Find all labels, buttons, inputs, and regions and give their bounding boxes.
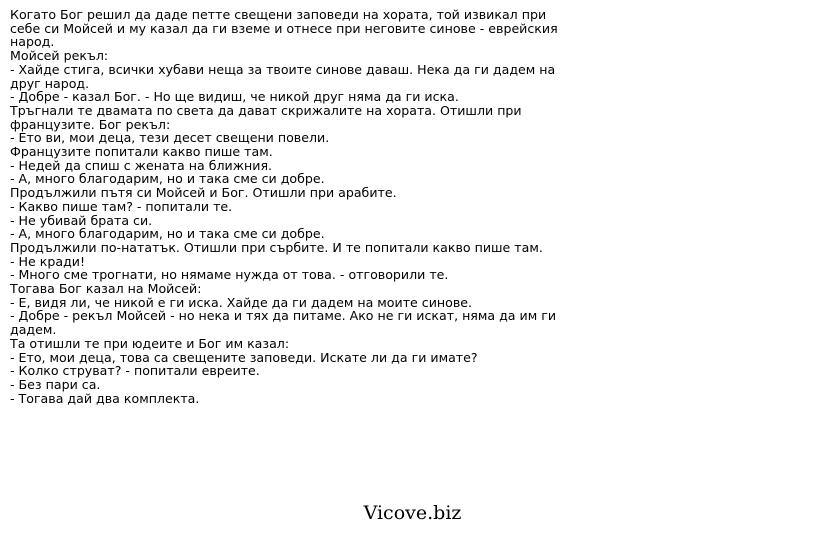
- joke-line: Тогава Бог казал на Мойсей:: [10, 281, 202, 297]
- joke-line: Французите попитали какво пише там.: [10, 144, 273, 160]
- joke-line: - Добре - рекъл Мойсей - но нека и тях да питаме. Ако не ги искат, няма да им ги дадем.: [10, 308, 557, 338]
- joke-line: Тръгнали те двамата по света да дават скрижалите на хората. Отишли при французите. Бог рекъл:: [10, 102, 522, 132]
- joke-line: - Какво пише там? - попитали те.: [10, 198, 233, 214]
- joke-line: - Не убивай брата си.: [10, 212, 153, 228]
- joke-line: Когато Бог решил да даде петте свещени заповеди на хората, той извикал при себе си Мойсей и му казал да ги вземе и отнесе при неговите синове - еврейския народ.: [10, 7, 558, 50]
- joke-line: - Добре - казал Бог. - Но ще видиш, че никой друг няма да ги иска.: [10, 89, 459, 105]
- joke-line: Мойсей рекъл:: [10, 48, 109, 64]
- joke-line: - Тогава дай два комплекта.: [10, 390, 200, 406]
- joke-line: Продължили по-нататък. Отишли при сърбите. И те попитали какво пише там.: [10, 239, 543, 255]
- joke-line: - Хайде стига, всички хубави неща за твоите синове даваш. Нека да ги дадем на друг народ.: [10, 61, 556, 91]
- joke-line: - Много сме трогнати, но нямаме нужда от това. - отговорили те.: [10, 267, 449, 283]
- joke-line: - Ето, мои деца, това са свещените заповеди. Искате ли да ги имате?: [10, 349, 478, 365]
- joke-line: - Е, видя ли, че никой е ги иска. Хайде да ги дадем на моите синове.: [10, 294, 473, 310]
- joke-line: - Недей да спиш с жената на ближния.: [10, 157, 273, 173]
- joke-line: Та отишли те при юдеите и Бог им казал:: [10, 335, 290, 351]
- site-watermark: Vicove.biz: [363, 502, 462, 524]
- joke-line: Продължили пътя си Мойсей и Бог. Отишли при арабите.: [10, 185, 397, 201]
- joke-text: [10, 8, 580, 405]
- joke-line: - Без пари са.: [10, 376, 101, 392]
- joke-line: - Колко струват? - попитали евреите.: [10, 363, 260, 379]
- joke-line: - Не кради!: [10, 253, 86, 269]
- joke-line: - Ето ви, мои деца, тези десет свещени повели.: [10, 130, 330, 146]
- joke-line: - А, много благодарим, но и така сме си добре.: [10, 171, 325, 187]
- joke-line: - А, много благодарим, но и така сме си добре.: [10, 226, 325, 242]
